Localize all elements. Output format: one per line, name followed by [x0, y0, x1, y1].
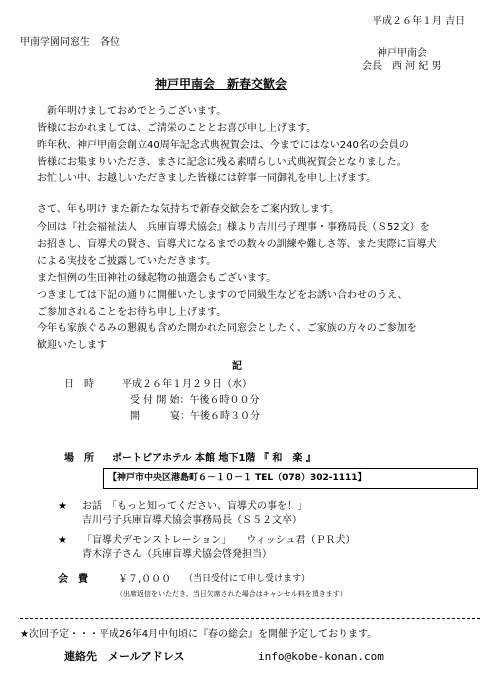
star-icon: ★: [58, 535, 67, 546]
fee-note: （当日受付にて申し受けます）: [184, 574, 311, 584]
talk-speaker: 吉川弓子兵庫盲導犬協会事務局長（Ｓ５２文卒）: [82, 515, 302, 526]
paragraph-line: による実技をご披露していただきます。: [37, 256, 217, 267]
talk-title: お話 「もっと知ってください、盲導犬の事を！」: [82, 501, 307, 512]
paragraph-line: さて、年も明け また新たな気持ちで新春交歓会をご案内致します。: [37, 204, 340, 215]
venue-address: 【神戸市中央区港島町６－１０－１ TEL（078）302-1111】: [108, 473, 367, 483]
document-title: 神戸甲南会 新春交歓会: [155, 77, 288, 91]
paragraph-line: また恒例の生田神社の縁起物の抽選会もございます。: [37, 273, 277, 284]
paragraph-line: 昨年秋、神戸甲南会創立40周年記念式典祝賀会は、今までにはない240名の会員の: [37, 140, 409, 151]
paragraph-line: お忙しい中、お越しいただきました皆様には幹事一同御礼を申し上げます。: [37, 173, 377, 184]
paragraph-line: 皆様におかれましては、ご清栄のこととお喜び申し上げます。: [37, 123, 317, 134]
demo-presenter: 青木淳子さん（兵庫盲導犬協会啓発担当）: [82, 549, 272, 560]
paragraph-line: つきましては下記の通りに開催いたしますので同級生などをお誘い合わせのうえ、: [37, 290, 408, 301]
contact-label: 連絡先 メールアドレス: [64, 650, 185, 663]
letter-date: 平成２６年１月 吉日: [372, 16, 466, 27]
paragraph-line: ご参加されることをお待ち申し上げます。: [37, 307, 227, 318]
paragraph-line: お招きし、盲導犬の賢さ、盲導犬になるまでの数々の訓練や難しさ等、また実際に盲導犬: [37, 239, 437, 250]
next-event: ★次回予定・・・平成26年4月中旬頃に『春の総会』を開催予定しております。: [20, 629, 378, 640]
demo-title: 「盲導犬デモンストレーション」 ウィッシュ君（ＰＲ犬）: [82, 535, 356, 546]
dashed-divider: [20, 618, 480, 619]
contact-email[interactable]: info@kobe-konan.com: [258, 650, 384, 663]
paragraph-line: 皆様にお集まりいただき、まさに記念に残る素晴らしい式典祝賀会となりました。: [37, 157, 407, 168]
schedule-date: 平成２６年１月２９日（水）: [122, 379, 252, 390]
addressee: 甲南学園同窓生 各位: [20, 37, 120, 48]
paragraph-line: 今回は『社会福祉法人 兵庫盲導犬協会』様より吉川弓子理事・事務局長（Ｓ52文）を: [37, 222, 430, 233]
sender-org: 神戸甲南会: [377, 48, 427, 59]
schedule-label: 日 時: [64, 379, 94, 390]
paragraph-line: 歓迎いたします: [37, 340, 107, 351]
fee-amount: ￥７,０００: [118, 574, 172, 585]
venue-label: 場 所: [64, 453, 94, 464]
paragraph-line: 新年明けましておめでとうございます。: [37, 106, 227, 117]
sender-name: 会長 西 河 紀 男: [362, 61, 442, 72]
venue-name: ポートピアホテル 本館 地下1階 『 和 楽 』: [112, 453, 316, 464]
star-icon: ★: [58, 501, 67, 512]
opening-time: 開 宴：午後６時３０分: [130, 411, 260, 422]
ki-heading: 記: [232, 361, 242, 372]
paragraph-line: 今年も家族ぐるみの懇親も含めた開かれた同窓会としたく、ご家族の方々のご参加を: [37, 323, 417, 334]
fee-subnote: （出席返信をいただき、当日欠席された場合はキャンセル料を頂きます）: [116, 590, 347, 598]
reception-time: 受 付 開 始：午後６時００分: [130, 395, 260, 406]
fee-label: 会 費: [58, 574, 88, 585]
